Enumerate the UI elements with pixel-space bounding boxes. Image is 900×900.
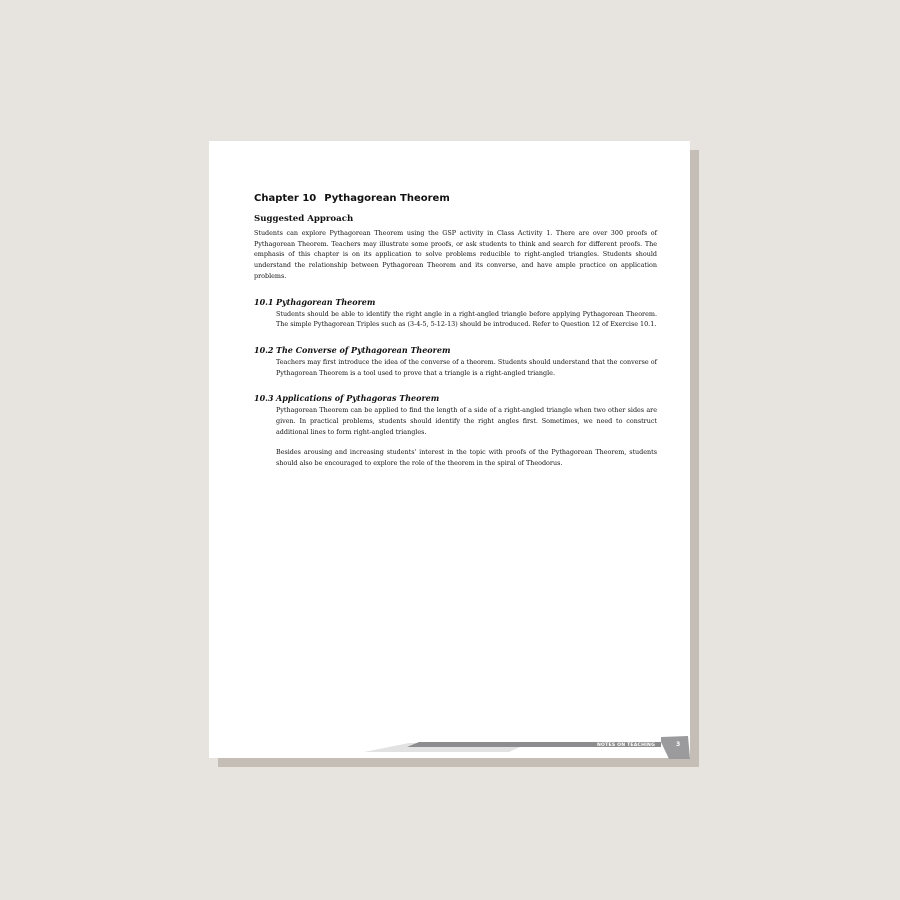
section-paragraph: Students should be able to identify the right angle in a right-angled triangle before applying Pythagorean Theorem. The simple Pythagorean Triples such as (3-4-5, 5-12-13) should be introduced. Refer to Question 12 of Exercise 10.1. [276,309,657,329]
section-10-2 [254,344,657,378]
section-body [276,405,657,469]
section-title: Pythagorean Theorem [276,296,376,307]
chapter-name: Pythagorean Theorem [324,193,450,204]
section-number: 10.2 [254,344,274,355]
page-number: 3 [676,741,681,748]
section-heading [254,296,657,308]
section-10-3 [254,392,657,469]
section-title: The Converse of Pythagorean Theorem [276,344,451,355]
page-content [254,213,657,469]
section-body [276,309,657,330]
section-paragraph: Pythagorean Theorem can be applied to find the length of a side of a right-angled triangle when two other sides are given. In practical problems, students should identify the right angles first. Sometimes, we need to construct additional lines to form right-angled triangles. [276,406,657,436]
section-body [276,357,657,378]
suggested-approach-heading: Suggested Approach [254,214,354,224]
section-heading [254,344,657,356]
document-page [209,141,690,758]
section-title: Applications of Pythagoras Theorem [276,393,440,404]
suggested-approach-text: Students can explore Pythagorean Theorem using the GSP activity in Class Activity 1. There are over 300 proofs of Pythagorean Theorem. Teachers may illustrate some proofs, or ask students to think and search for different proofs. The emphasis of this chapter is on its application to solve problems reducible to right-angled triangles. Students should understand the relationship between Pythagorean Theorem and its converse, and have ample practice on application problems. [254,229,657,280]
section-paragraph: Besides arousing and increasing students' interest in the topic with proofs of the Pythagorean Theorem, students should also be encouraged to explore the role of the theorem in the spiral of Theodorus. [276,448,657,468]
chapter-number: Chapter 10 [254,193,317,204]
chapter-title [254,193,450,204]
section-10-1 [254,296,657,330]
section-heading [254,392,657,404]
section-number: 10.3 [254,393,274,404]
footer-label: NOTES ON TEACHING [597,743,656,748]
section-paragraph: Teachers may first introduce the idea of the converse of a theorem. Students should understand that the converse of Pythagorean Theorem is a tool used to prove that a triangle is a right-angled triangle. [276,357,657,377]
section-number: 10.1 [254,296,274,307]
page-footer [209,731,690,759]
